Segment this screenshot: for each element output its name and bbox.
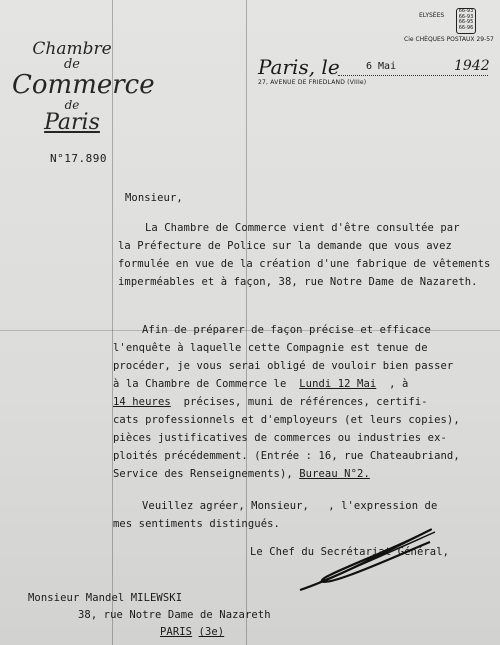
recipient-line: PARIS (3e) (160, 626, 225, 638)
para2-line: cats professionnels et d'employeurs (et leurs copies), (113, 414, 460, 426)
phone-numbers-box: 66-93 66-93 66-95 66-96 (456, 8, 476, 34)
para2-line: ploités précédemment. (Entrée : 16, rue Chateaubriand, (113, 450, 460, 462)
para1-line: imperméables et à façon, 38, rue Notre Dame de Nazareth. (118, 276, 478, 288)
postal-cheques: Cie CHÈQUES POSTAUX 29-57 (404, 36, 494, 43)
recipient-line: 38, rue Notre Dame de Nazareth (78, 609, 271, 621)
handwritten-signature (290, 520, 450, 600)
chamber-seal: Chambre de Commerce de Paris (12, 39, 155, 135)
closing-line: Veuillez agréer, Monsieur, , l'expression de (142, 500, 438, 512)
para1-line: formulée en vue de la création d'une fabrique de vêtements (118, 258, 491, 270)
para2-line: pièces justificatives de commerces ou industries ex- (113, 432, 447, 444)
para2-line: Service des Renseignements), Bureau N°2. (113, 468, 370, 480)
para1-line: la Préfecture de Police sur la demande que vous avez (118, 240, 452, 252)
closing-line: mes sentiments distingués. (113, 518, 280, 530)
appointment-day: Lundi 12 Mai (299, 378, 377, 390)
recipient-name: MILEWSKI (130, 592, 183, 604)
reference-number: N°17.890 (50, 152, 107, 165)
recipient-city: PARIS (160, 626, 193, 638)
appointment-time: 14 heures (113, 396, 171, 408)
office-number: Bureau N°2. (299, 468, 370, 480)
fold-line (246, 0, 247, 645)
phone-exchange: ELYSÉES (419, 12, 445, 19)
recipient-line: Monsieur Mandel MILEWSKI (28, 592, 183, 604)
salutation: Monsieur, (125, 192, 183, 204)
para2-line: 14 heures précises, muni de références, certifi- (113, 396, 428, 408)
date-year: 1942 (454, 58, 490, 74)
para1-line: La Chambre de Commerce vient d'être consultée par (145, 222, 460, 234)
para2-line: à la Chambre de Commerce le Lundi 12 Mai , à (113, 378, 409, 390)
date-city: Paris, le (258, 55, 340, 79)
para2-line: procéder, je vous serai obligé de vouloir bien passer (113, 360, 454, 372)
para2-line: l'enquête à laquelle cette Compagnie est tenue de (113, 342, 428, 354)
date-underline (338, 75, 488, 76)
signatory-title: Le Chef du Secrétariat Général, (250, 546, 450, 558)
para2-line: Afin de préparer de façon précise et efficace (142, 324, 431, 336)
chamber-address: 27, AVENUE DE FRIEDLAND (VIIIe) (258, 79, 367, 86)
date-day: 6 Mai (366, 61, 397, 72)
